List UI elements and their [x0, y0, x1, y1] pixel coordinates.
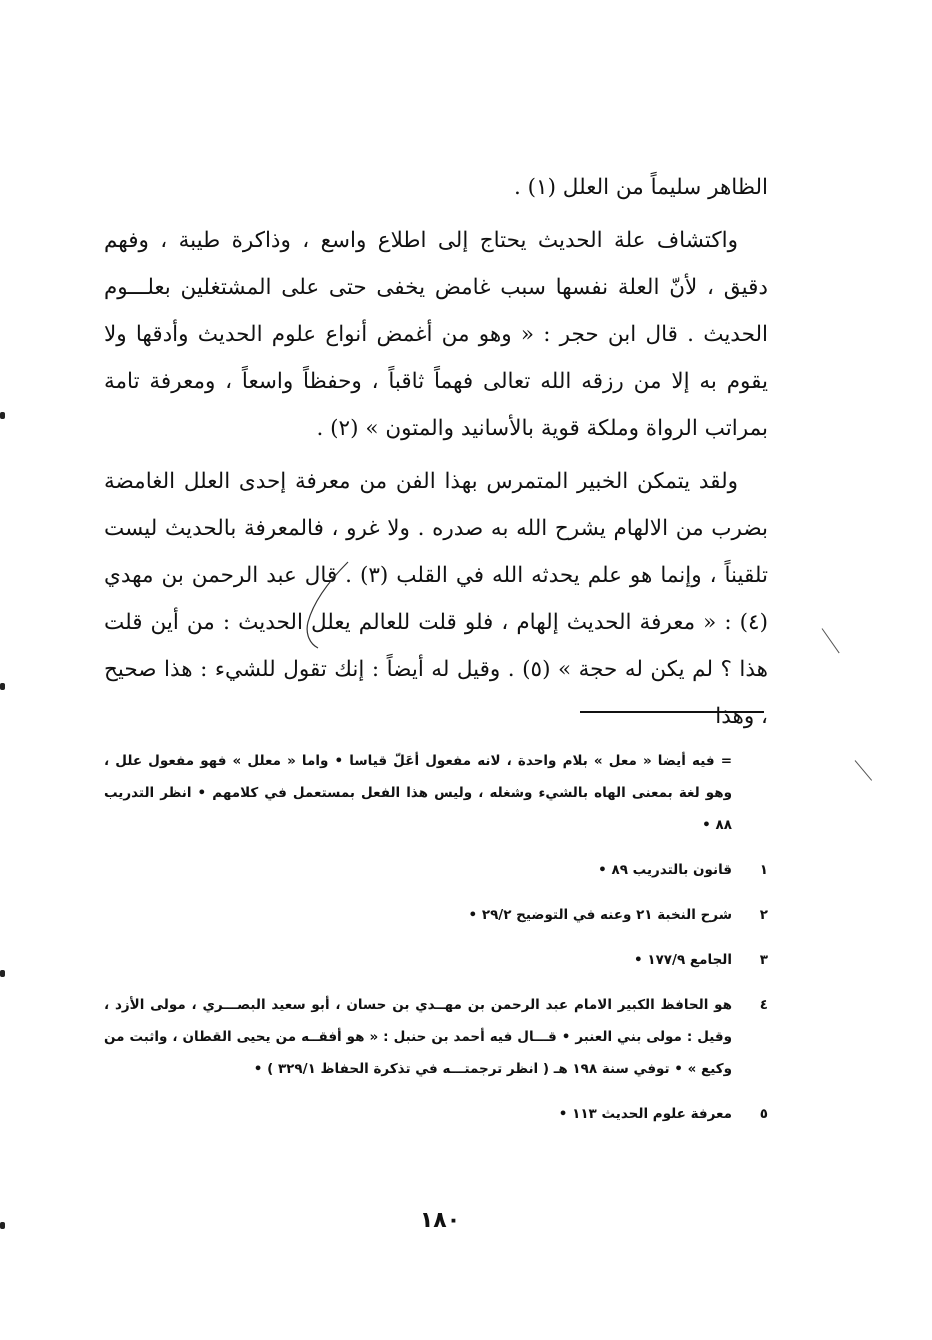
footnotes: [104, 745, 768, 1143]
footnote-continuation: [104, 745, 768, 841]
footnote-separator: [580, 711, 764, 713]
footnote-number: ٣: [759, 952, 768, 968]
margin-pen-stroke: [822, 628, 840, 653]
scan-speck: [0, 1222, 5, 1229]
footnote-1: [104, 854, 768, 886]
margin-pen-stroke: [855, 760, 872, 781]
scan-speck: [0, 412, 5, 419]
footnote-text: هو الحافظ الكبير الامام عبد الرحمن بن مهــدي بن حسان ، أبو سعيد البصـــري ، مولى الأزد ، وقيل : مولى بني العنبر • قـــال فيه أحمد بن حنبل : « هو أفقــه من يحيى القطان ، واثبت من وكيع » • توفي سنة ١٩٨ هـ ( انظر ترجمتـــه في تذكرة الحفاظ ٣٢٩/١ ) •: [104, 997, 732, 1077]
footnote-number: ٥: [759, 1106, 768, 1122]
scan-speck: [0, 683, 5, 690]
handwritten-pen-mark: [300, 560, 352, 650]
footnote-text: شرح النخبة ٢١ وعنه في التوضيح ٢٩/٢ •: [468, 907, 732, 923]
footnote-text: الجامع ١٧٧/٩ •: [633, 952, 732, 968]
page-number: ١٨٠: [419, 1208, 461, 1233]
main-text: [104, 164, 768, 740]
footnote-number: ١: [759, 862, 768, 878]
footnote-number: ٤: [759, 997, 768, 1013]
footnote-text: = فيه أيضا « معل » بلام واحدة ، لانه مفعول أعَلّ قياسا • واما « معلل » فهو مفعول علل ، وهو لغة بمعنى الهاه بالشيء وشغله ، وليس هذا الفعل بمستعمل في كلامهم • انظر التدريب ٨٨ •: [104, 753, 732, 833]
footnote-text: معرفة علوم الحديث ١١٣ •: [558, 1106, 732, 1122]
paragraph-2: واكتشاف علة الحديث يحتاج إلى اطلاع واسع ، وذاكرة طيبة ، وفهم دقيق ، لأنّ العلة نفسها سبب غامض يخفى حتى على المشتغلين بعلـــوم الحديث . قال ابن حجر : « وهو من أغمض أنواع علوم الحديث وأدقها ولا يقوم به إلا من رزقه الله تعالى فهماً ثاقباً ، وحفظاً واسعاً ، ومعرفة تامة بمراتب الرواة وملكة قوية بالأسانيد والمتون » (٢) .: [104, 228, 768, 441]
scan-speck: [0, 970, 5, 977]
footnote-text: قانون بالتدريب ٨٩ •: [598, 862, 732, 878]
footnote-3: [104, 944, 768, 976]
footnote-5: [104, 1098, 768, 1130]
footnote-number: ٢: [759, 907, 768, 923]
footnote-2: [104, 899, 768, 931]
paragraph-3: ولقد يتمكن الخبير المتمرس بهذا الفن من معرفة إحدى العلل الغامضة بضرب من الالهام يشرح الله به صدره . ولا غرو ، فالمعرفة بالحديث ليست تلقيناً ، وإنما هو علم يحدثه الله في القلب (٣) . قال عبد الرحمن بن مهدي (٤) : « معرفة الحديث إلهام ، فلو قلت للعالم يعلل الحديث : من أين قلت هذا ؟ لم يكن له حجة » (٥) . وقيل له أيضاً : إنك تقول للشيء : هذا صحيح ، وهذا: [104, 469, 769, 729]
paragraph-1: الظاهر سليماً من العلل (١) .: [513, 175, 768, 200]
footnote-4: [104, 989, 768, 1085]
